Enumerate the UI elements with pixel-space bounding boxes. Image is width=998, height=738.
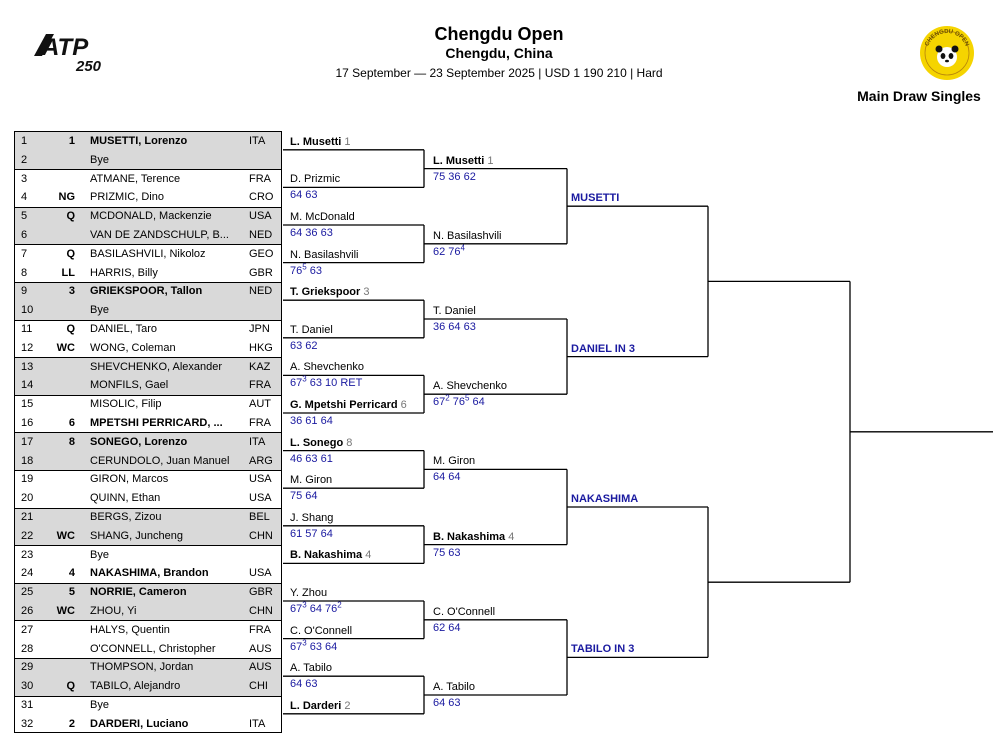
player-name: O'CONNELL, Christopher — [90, 642, 216, 655]
player-name: QUINN, Ethan — [90, 492, 161, 505]
r1-winner — [290, 324, 333, 336]
nationality: CRO — [249, 191, 274, 204]
draw-number: 24 — [21, 567, 34, 580]
draw-number: 20 — [21, 492, 34, 505]
seed-number: 4 — [508, 530, 515, 543]
draw-number: 25 — [21, 586, 34, 599]
player-name: SHEVCHENKO, Alexander — [90, 360, 223, 373]
player-name: M. Giron — [433, 455, 476, 468]
qf-winner: NAKASHIMA — [571, 493, 639, 505]
seed-label: 4 — [68, 567, 75, 580]
match-score: 61 57 64 — [290, 527, 333, 540]
player-name: T. Daniel — [433, 305, 476, 317]
player-name: NAKASHIMA, Brandon — [90, 567, 209, 580]
match-score: 75 36 62 — [433, 170, 476, 183]
seed-label: NG — [58, 191, 75, 204]
match-score: 46 63 61 — [290, 452, 333, 465]
player-name: B. Nakashima — [433, 530, 506, 543]
player-name: M. Giron — [290, 474, 333, 487]
seed-number: 2 — [344, 699, 351, 712]
draw-number: 2 — [21, 153, 28, 166]
tournament-title: Chengdu Open — [434, 24, 564, 44]
nationality: USA — [249, 210, 272, 223]
qf-winner: TABILO IN 3 — [571, 643, 635, 656]
r1-winner — [290, 662, 332, 674]
seed-label: 1 — [68, 135, 75, 147]
player-name: BERGS, Zizou — [90, 511, 162, 523]
r1-winner — [290, 625, 352, 637]
nationality: CHN — [249, 529, 273, 542]
draw-number: 28 — [21, 642, 34, 655]
nationality: CHN — [249, 605, 273, 617]
draw-title: Main Draw Singles — [857, 88, 981, 104]
player-name: L. Musetti — [290, 135, 342, 148]
seed-label: LL — [61, 266, 75, 279]
seed-label: Q — [66, 247, 75, 260]
nationality: AUS — [249, 661, 272, 674]
nationality: CHI — [249, 680, 268, 693]
draw-number: 9 — [21, 285, 28, 298]
tournament-info: 17 September — 23 September 2025 | USD 1 190 210 | Hard — [335, 66, 663, 80]
player-name: GRIEKSPOOR, Tallon — [90, 285, 203, 298]
nationality: FRA — [249, 623, 271, 636]
player-name: L. Sonego — [290, 436, 344, 449]
nationality: NED — [249, 229, 273, 241]
match-score: 36 61 64 — [290, 415, 333, 427]
seed-label: Q — [66, 323, 75, 335]
draw-number: 7 — [21, 247, 28, 260]
draw-number: 10 — [21, 304, 34, 317]
nationality: ITA — [249, 135, 266, 147]
nationality: GBR — [249, 586, 273, 599]
player-name: A. Shevchenko — [433, 380, 507, 393]
draw-number: 32 — [21, 717, 34, 730]
draw-number: 13 — [21, 360, 34, 373]
player-name: ZHOU, Yi — [90, 605, 137, 617]
player-name: Bye — [90, 304, 109, 317]
player-name: Bye — [90, 153, 109, 166]
player-name: MISOLIC, Filip — [90, 398, 162, 411]
player-name: J. Shang — [290, 511, 334, 524]
match-score: $76^5$ 63 — [290, 261, 322, 277]
draw-number: 11 — [21, 323, 33, 335]
seed-number: 3 — [363, 286, 370, 299]
nationality: AUT — [249, 398, 271, 411]
player-name: Bye — [90, 548, 109, 561]
player-name: D. Prizmic — [290, 173, 341, 186]
nationality: ITA — [249, 435, 266, 448]
seed-number: 4 — [365, 549, 372, 562]
player-name: C. O'Connell — [290, 624, 353, 637]
r1-winner — [290, 437, 352, 449]
nationality: FRA — [249, 379, 271, 392]
draw-number: 14 — [21, 379, 34, 392]
draw-number: 31 — [21, 699, 34, 711]
match-score: 64 63 — [290, 189, 318, 202]
match-score: 36 64 63 — [433, 321, 476, 333]
r1-winner — [290, 512, 333, 524]
r1-winner — [290, 399, 407, 411]
r1-winner — [290, 173, 340, 185]
match-score: 62 $76^4$ — [433, 243, 465, 258]
draw-number: 15 — [21, 398, 34, 411]
nationality: NED — [249, 285, 273, 298]
player-name: SHANG, Juncheng — [90, 529, 183, 542]
event-logo-text: CHENGDU OPEN — [924, 28, 970, 48]
player-name: CERUNDOLO, Juan Manuel — [90, 454, 230, 467]
player-name: C. O'Connell — [433, 605, 496, 618]
nationality: GBR — [249, 266, 273, 279]
draw-number: 3 — [21, 172, 28, 185]
r1-winner — [290, 136, 351, 148]
player-name: B. Nakashima — [290, 549, 363, 562]
nationality: HKG — [249, 341, 273, 354]
player-name: VAN DE ZANDSCHULP, B... — [90, 229, 229, 241]
qf-winner: DANIEL IN 3 — [571, 342, 635, 355]
r2-winner — [433, 305, 476, 317]
match-score: 75 63 — [433, 546, 461, 559]
atp-logo-text: ATP — [42, 34, 89, 61]
r1-winner — [290, 587, 327, 599]
player-name: N. Basilashvili — [290, 248, 359, 261]
player-name: Bye — [90, 699, 109, 711]
player-name: L. Musetti — [433, 154, 485, 167]
match-score: 64 36 63 — [290, 227, 333, 239]
seed-number: 1 — [344, 135, 351, 148]
seed-label: 6 — [68, 417, 75, 429]
qf-winner: MUSETTI — [571, 192, 620, 205]
nationality: FRA — [249, 172, 271, 185]
draw-number: 1 — [21, 135, 28, 147]
player-name: DANIEL, Taro — [90, 323, 158, 335]
player-name: A. Tabilo — [290, 662, 332, 675]
match-score: $67^3$ 64 $76^2$ — [290, 600, 342, 615]
r2-winner — [433, 531, 514, 543]
nationality: USA — [249, 492, 272, 505]
player-name: A. Shevchenko — [290, 361, 364, 374]
draw-number: 6 — [21, 229, 28, 241]
draw-number: 8 — [21, 266, 28, 279]
player-name: Y. Zhou — [290, 587, 328, 599]
player-name: HARRIS, Billy — [90, 266, 158, 279]
nationality: KAZ — [249, 360, 271, 373]
draw-number: 12 — [21, 341, 34, 354]
draw-number: 4 — [21, 191, 28, 204]
player-name: BASILASHVILI, Nikoloz — [90, 247, 206, 260]
player-name: HALYS, Quentin — [90, 623, 170, 636]
nationality: BEL — [249, 511, 270, 523]
player-name: SONEGO, Lorenzo — [90, 435, 188, 448]
player-name: L. Darderi — [290, 699, 342, 712]
nationality: ITA — [249, 717, 266, 730]
match-score: 64 63 — [433, 697, 461, 709]
r2-winner — [433, 606, 495, 618]
atp-logo-number: 250 — [76, 58, 102, 74]
match-score: $67^3$ 63 10 RET — [290, 374, 363, 390]
draw-number: 22 — [21, 529, 34, 542]
seed-label: WC — [56, 605, 75, 617]
player-name: MONFILS, Gael — [90, 379, 169, 392]
player-name: NORRIE, Cameron — [90, 586, 187, 599]
nationality: USA — [249, 473, 272, 486]
match-score: $67^2$ $76^5$ 64 — [433, 393, 485, 409]
seed-number: 1 — [487, 154, 494, 167]
r1-winner — [290, 249, 358, 261]
seed-number: 8 — [346, 436, 353, 449]
r1-winner — [290, 700, 351, 712]
draw-number: 30 — [21, 680, 34, 693]
player-name: MCDONALD, Mackenzie — [90, 210, 212, 223]
nationality: AUS — [249, 642, 272, 655]
match-score: $67^3$ 63 64 — [290, 637, 338, 653]
player-name: GIRON, Marcos — [90, 473, 169, 486]
seed-label: 3 — [68, 285, 75, 298]
match-score: 64 64 — [433, 471, 461, 484]
player-name: G. Mpetshi Perricard — [290, 399, 398, 411]
draw-number: 5 — [21, 210, 28, 223]
player-name: A. Tabilo — [433, 681, 475, 693]
draw-number: 21 — [21, 511, 34, 523]
player-name: ATMANE, Terence — [90, 172, 181, 185]
r1-winner — [290, 549, 371, 561]
seed-label: 5 — [68, 586, 75, 599]
draw-number: 18 — [21, 454, 34, 467]
player-name: WONG, Coleman — [90, 341, 176, 354]
match-score: 75 64 — [290, 490, 318, 503]
player-name: MPETSHI PERRICARD, ... — [90, 417, 223, 429]
player-name: T. Daniel — [290, 323, 333, 336]
r1-winner — [290, 361, 364, 373]
r2-winner — [433, 230, 501, 242]
player-name: N. Basilashvili — [433, 229, 502, 242]
seed-label: 2 — [68, 717, 75, 730]
r1-winner — [290, 474, 332, 486]
r2-winner — [433, 380, 507, 392]
player-name: DARDERI, Luciano — [90, 717, 189, 730]
seed-label: Q — [66, 210, 75, 223]
r1-winner — [290, 286, 369, 298]
player-name: MUSETTI, Lorenzo — [90, 135, 188, 147]
nationality: FRA — [249, 417, 271, 429]
player-name: TABILO, Alejandro — [90, 680, 181, 693]
draw-number: 16 — [21, 417, 34, 429]
nationality: USA — [249, 567, 272, 580]
match-score: 64 63 — [290, 678, 318, 691]
nationality: JPN — [249, 323, 270, 335]
draw-number: 27 — [21, 623, 34, 636]
seed-label: 8 — [68, 435, 75, 448]
draw-number: 19 — [21, 473, 34, 486]
nationality: ARG — [249, 454, 273, 467]
seed-label: WC — [56, 341, 75, 354]
r2-winner — [433, 455, 475, 467]
player-name: THOMPSON, Jordan — [90, 661, 194, 674]
draw-number: 23 — [21, 548, 34, 561]
seed-label: WC — [56, 529, 75, 542]
draw-number: 29 — [21, 661, 34, 674]
nationality: GEO — [249, 247, 274, 260]
player-name: T. Griekspoor — [290, 286, 361, 299]
draw-number: 17 — [21, 435, 34, 448]
match-score: 63 62 — [290, 339, 318, 352]
draw-number: 26 — [21, 605, 34, 617]
r2-winner — [433, 155, 494, 167]
player-name: PRIZMIC, Dino — [90, 191, 164, 204]
seed-label: Q — [66, 680, 75, 693]
r1-winner — [290, 211, 355, 223]
match-score: 62 64 — [433, 621, 461, 634]
seed-number: 6 — [400, 399, 407, 411]
tournament-city: Chengdu, China — [445, 45, 553, 61]
player-name: M. McDonald — [290, 211, 355, 223]
r2-winner — [433, 681, 475, 693]
